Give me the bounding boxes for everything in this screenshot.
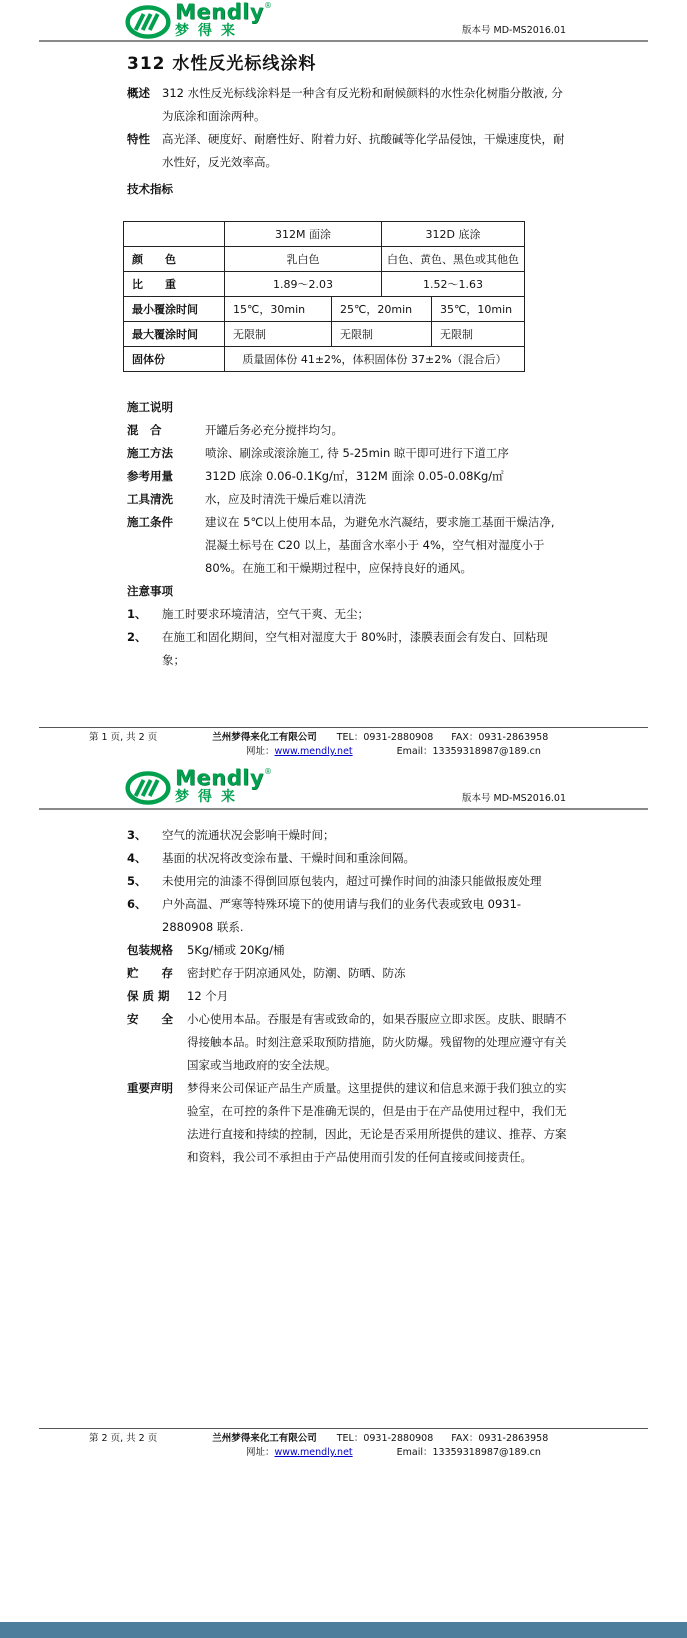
footer-fax: FAX：0931-2863958 bbox=[451, 732, 549, 743]
cell-min-15c: 15℃，30min bbox=[224, 297, 331, 321]
footer-divider bbox=[39, 727, 648, 728]
cleaning-label: 工具清洗 bbox=[127, 492, 173, 506]
safety-text: 小心使用本品。吞服是有害或致命的，如果吞服应立即求医。皮肤、眼睛不得接触本品。时刻注意采取预防措施，防火防爆。残留物的处理应遵守有关国家或当地政府的安全法规。 bbox=[187, 1012, 567, 1072]
construction-heading: 施工说明 bbox=[127, 400, 173, 414]
usage-text: 312D 底涂 0.06-0.1Kg/㎡，312M 面涂 0.05-0.08Kg/㎡ bbox=[205, 469, 504, 483]
shelf-life-label: 保 质 期 bbox=[127, 989, 170, 1003]
row-label-color: 颜 色 bbox=[132, 253, 176, 266]
footer-divider bbox=[39, 1428, 648, 1429]
mixing-label: 混 合 bbox=[127, 423, 162, 437]
mendly-logo-icon bbox=[125, 4, 171, 40]
cell-min-25c: 25℃，20min bbox=[331, 297, 431, 321]
table-row bbox=[124, 246, 524, 271]
note-number: 5、 bbox=[127, 874, 147, 888]
field-row bbox=[127, 1008, 567, 1077]
note-number: 4、 bbox=[127, 851, 147, 865]
field-row bbox=[127, 1077, 567, 1169]
features-row bbox=[127, 128, 567, 174]
note-item bbox=[127, 893, 567, 939]
method-text: 喷涂、刷涂或滚涂施工, 待 5-25min 晾干即可进行下道工序 bbox=[205, 446, 509, 460]
page1-footer bbox=[0, 727, 687, 759]
logo-wordmark bbox=[175, 768, 272, 804]
features-label: 特性 bbox=[127, 132, 150, 146]
cell-solids-value: 质量固体份 41±2%，体积固体份 37±2%（混合后） bbox=[224, 347, 524, 371]
table-header-empty bbox=[124, 222, 224, 246]
cell-min-35c: 35℃，10min bbox=[431, 297, 524, 321]
table-row bbox=[124, 346, 524, 371]
table-header-312d: 312D 底涂 bbox=[381, 222, 524, 246]
company-logo bbox=[125, 2, 272, 40]
footer-web bbox=[246, 1446, 353, 1460]
footer-email: Email：13359318987@189.cn bbox=[396, 1447, 541, 1458]
disclaimer-text: 梦得来公司保证产品生产质量。这里提供的建议和信息来源于我们独立的实验室，在可控的条件下是准确无误的，但是由于在产品使用过程中，我们无法进行直接和持续的控制，因此，无论是否采用所提供的建议、推荐、方案和资料，我公司不承担由于产品使用而引发的任何直接或间接责任。 bbox=[187, 1081, 567, 1164]
conditions-label: 施工条件 bbox=[127, 515, 173, 529]
storage-label: 贮 存 bbox=[127, 966, 173, 980]
logo-name-en: Mendly bbox=[175, 766, 265, 790]
note-text: 在施工和固化期间，空气相对湿度大于 80%时，漆膜表面会有发白、回粘现象； bbox=[162, 630, 548, 667]
field-row bbox=[127, 985, 567, 1008]
footer-tel: TEL：0931-2880908 bbox=[336, 1433, 434, 1444]
note-item bbox=[127, 847, 567, 870]
page-number: 第 2 页, 共 2 页 bbox=[89, 1433, 158, 1444]
footer-web-label: 网址： bbox=[246, 746, 275, 757]
footer-web bbox=[246, 745, 353, 759]
usage-label: 参考用量 bbox=[127, 469, 173, 483]
table-row bbox=[124, 321, 524, 346]
bottom-bar bbox=[0, 1622, 687, 1638]
conditions-text: 建议在 5℃以上使用本品，为避免水汽凝结，要求施工基面干燥洁净, 混凝土标号在 C20 以上，基面含水率小于 4%，空气相对湿度小于 80%。在施工和干燥期过程中，应保持良好的通风。 bbox=[205, 515, 555, 575]
logo-name-en: Mendly bbox=[175, 0, 265, 24]
table-header-312m: 312M 面涂 bbox=[224, 222, 381, 246]
storage-text: 密封贮存于阴凉通风处，防潮、防晒、防冻 bbox=[187, 966, 406, 980]
note-number: 1、 bbox=[127, 607, 147, 621]
cell-density-m: 1.89～2.03 bbox=[224, 272, 381, 296]
page-number: 第 1 页, 共 2 页 bbox=[89, 732, 158, 743]
row-label-density: 比 重 bbox=[132, 278, 176, 291]
mendly-logo-icon bbox=[125, 770, 171, 806]
note-item bbox=[127, 824, 567, 847]
logo-name-cn: 梦得来 bbox=[175, 789, 244, 805]
disclaimer-label: 重要声明 bbox=[127, 1081, 173, 1095]
document-title: 312 水性反光标线涂料 bbox=[127, 54, 317, 74]
cell-color-d: 白色、黄色、黑色或其他色 bbox=[381, 247, 524, 271]
construction-item bbox=[127, 511, 567, 580]
page-header bbox=[39, 0, 648, 42]
note-item bbox=[127, 603, 567, 626]
page2-footer bbox=[0, 1428, 687, 1460]
footer-tel: TEL：0931-2880908 bbox=[336, 732, 434, 743]
mixing-text: 开罐后务必充分搅拌均匀。 bbox=[205, 423, 343, 437]
version-label: 版本号 MD-MS2016.01 bbox=[462, 25, 566, 36]
construction-item bbox=[127, 465, 567, 488]
page-1 bbox=[0, 0, 687, 762]
safety-label: 安 全 bbox=[127, 1012, 173, 1026]
table-header-row bbox=[124, 222, 524, 246]
cell-density-d: 1.52～1.63 bbox=[381, 272, 524, 296]
method-label: 施工方法 bbox=[127, 446, 173, 460]
table-row bbox=[124, 296, 524, 321]
note-text: 基面的状况将改变涂布量、干燥时间和重涂间隔。 bbox=[162, 851, 415, 865]
note-text: 未使用完的油漆不得倒回原包装内，超过可操作时间的油漆只能做报废处理 bbox=[162, 874, 542, 888]
row-label-max-recoat: 最大覆涂时间 bbox=[132, 328, 198, 341]
overview-row bbox=[127, 82, 567, 128]
registered-trademark-icon: ® bbox=[264, 767, 273, 776]
company-logo bbox=[125, 768, 272, 806]
field-row bbox=[127, 939, 567, 962]
overview-label: 概述 bbox=[127, 86, 150, 100]
logo-name-cn: 梦得来 bbox=[175, 23, 244, 39]
spec-table bbox=[123, 221, 525, 372]
note-item bbox=[127, 626, 567, 672]
construction-item bbox=[127, 488, 567, 511]
note-text: 施工时要求环境清洁，空气干爽、无尘； bbox=[162, 607, 369, 621]
footer-fax: FAX：0931-2863958 bbox=[451, 1433, 549, 1444]
notes-heading: 注意事项 bbox=[127, 584, 173, 598]
table-row bbox=[124, 271, 524, 296]
registered-trademark-icon: ® bbox=[264, 1, 273, 10]
row-label-min-recoat: 最小覆涂时间 bbox=[132, 303, 198, 316]
shelf-life-text: 12 个月 bbox=[187, 989, 229, 1003]
note-text: 户外高温、严寒等特殊环境下的使用请与我们的业务代表或致电 0931-2880908 联系. bbox=[162, 897, 522, 934]
version-label: 版本号 MD-MS2016.01 bbox=[462, 793, 566, 804]
construction-item bbox=[127, 419, 567, 442]
tech-spec-heading: 技术指标 bbox=[127, 182, 173, 196]
footer-email: Email：13359318987@189.cn bbox=[396, 746, 541, 757]
logo-wordmark bbox=[175, 2, 272, 38]
construction-item bbox=[127, 442, 567, 465]
page-header bbox=[39, 762, 648, 810]
note-item bbox=[127, 870, 567, 893]
cell-max-3: 无限制 bbox=[431, 322, 524, 346]
cell-max-2: 无限制 bbox=[331, 322, 431, 346]
note-number: 2、 bbox=[127, 630, 147, 644]
note-number: 3、 bbox=[127, 828, 147, 842]
cell-max-1: 无限制 bbox=[224, 322, 331, 346]
note-text: 空气的流通状况会影响干燥时间； bbox=[162, 828, 335, 842]
footer-company: 兰州梦得来化工有限公司 bbox=[212, 732, 317, 743]
overview-text: 312 水性反光标线涂料是一种含有反光粉和耐候颜料的水性杂化树脂分散液, 分为底涂和面涂两种。 bbox=[162, 86, 563, 123]
note-number: 6、 bbox=[127, 897, 147, 911]
footer-company: 兰州梦得来化工有限公司 bbox=[212, 1433, 317, 1444]
packaging-text: 5Kg/桶或 20Kg/桶 bbox=[187, 943, 285, 957]
cleaning-text: 水，应及时清洗干燥后难以清洗 bbox=[205, 492, 366, 506]
page-2 bbox=[0, 762, 687, 1638]
row-label-solids: 固体份 bbox=[132, 353, 165, 366]
packaging-label: 包装规格 bbox=[127, 943, 173, 957]
website-link[interactable]: www.mendly.net bbox=[274, 1447, 353, 1458]
features-text: 高光泽、硬度好、耐磨性好、附着力好、抗酸碱等化学品侵蚀，干燥速度快，耐水性好，反光效率高。 bbox=[162, 132, 565, 169]
footer-web-label: 网址： bbox=[246, 1447, 275, 1458]
cell-color-m: 乳白色 bbox=[224, 247, 381, 271]
field-row bbox=[127, 962, 567, 985]
website-link[interactable]: www.mendly.net bbox=[274, 746, 353, 757]
